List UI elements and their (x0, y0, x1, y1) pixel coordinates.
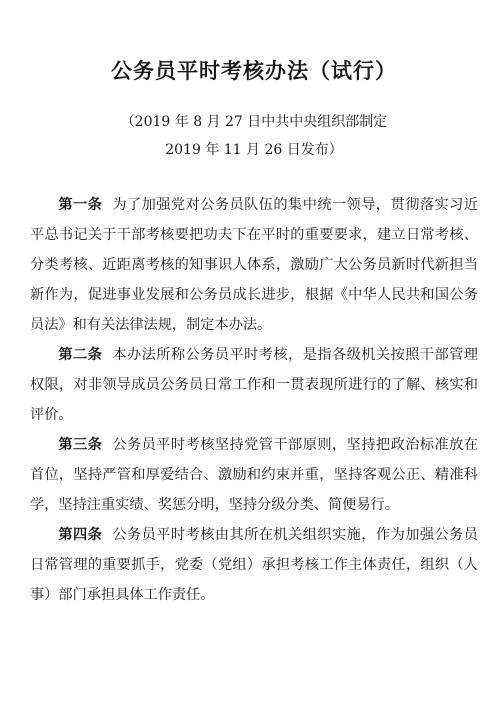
article-2-heading: 第二条 (58, 347, 103, 363)
article-4-heading: 第四条 (58, 527, 103, 543)
document-title: 公务员平时考核办法（试行） (111, 59, 397, 83)
article-2-text: 本办法所称公务员平时考核，是指各级机关按照干部管理权限，对非领导成员公务员日常工作和一贯表现所进行的了解、核实和评价。 (30, 347, 478, 423)
article-1 (30, 190, 478, 340)
article-2 (30, 340, 478, 430)
subtitle-line-2: 2019 年 11 月 26 日发布） (165, 142, 343, 158)
document-subtitle (30, 108, 478, 164)
article-1-text: 为了加强党对公务员队伍的集中统一领导，贯彻落实习近平总书记关于干部考核要把功夫下在平时的重要要求，建立日常考核、分类考核、近距离考核的知事识人体系，激励广大公务员新时代新担当新作为，促进事业发展和公务员成长进步，根据《中华人民共和国公务员法》和有关法律法规，制定本办法。 (30, 197, 478, 333)
article-3 (30, 430, 478, 520)
article-3-heading: 第三条 (58, 437, 103, 453)
article-1-heading: 第一条 (58, 197, 103, 213)
subtitle-line-1: （2019 年 8 月 27 日中共中央组织部制定 (120, 114, 388, 130)
article-3-text: 公务员平时考核坚持党管干部原则，坚持把政治标准放在首位，坚持严管和厚爱结合、激励和约束并重，坚持客观公正、精准科学，坚持注重实绩、奖惩分明，坚持分级分类、简便易行。 (30, 437, 478, 513)
article-4-text: 公务员平时考核由其所在机关组织实施，作为加强公务员日常管理的重要抓手，党委（党组）承担考核工作主体责任，组织（人事）部门承担具体工作责任。 (30, 527, 478, 603)
article-4 (30, 520, 478, 610)
